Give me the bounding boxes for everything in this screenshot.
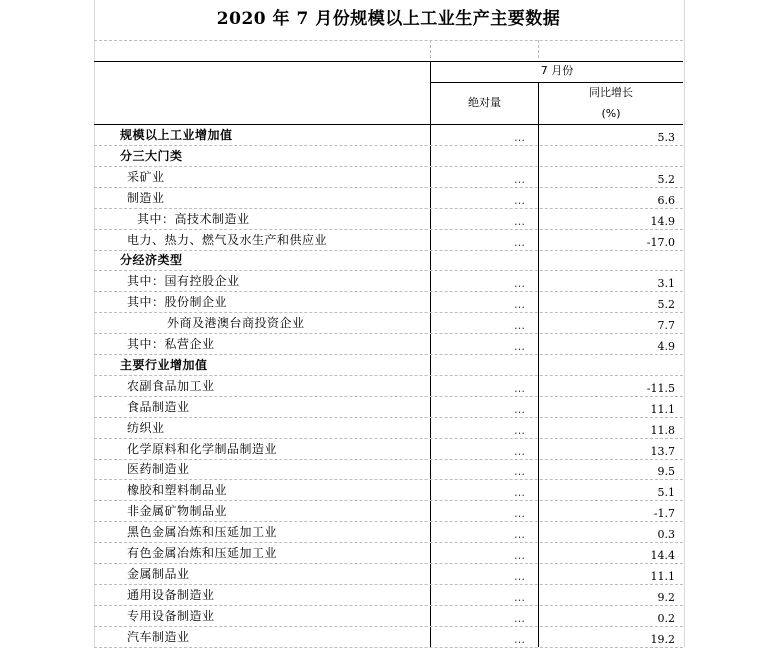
row-growth [538,480,681,501]
table-row [94,522,683,543]
row-label: 汽车制造业 [127,629,190,644]
row-growth-value: 11.8 [650,423,675,437]
row-absolute [431,376,535,397]
header-growth: 同比增长 [589,86,633,99]
table-row [94,439,683,460]
page-title: 2020 年 7 月份规模以上工业生产主要数据 [216,9,561,29]
row-growth-value: 9.2 [657,590,675,604]
row-label: 分经济类型 [120,253,183,268]
row-absolute-value: … [514,402,525,416]
row-growth [538,397,681,418]
table-row [94,292,683,313]
row-growth [538,230,681,251]
row-label: 橡胶和塑料制品业 [127,483,228,498]
row-growth [538,627,681,648]
row-growth-value [675,361,681,374]
row-growth [538,209,681,230]
header-period: 7 月份 [540,64,574,77]
row-label: 食品制造业 [127,399,190,414]
row-absolute-value: … [514,381,525,395]
header-divider [430,82,683,83]
row-growth [538,292,681,313]
row-growth-value: 11.1 [650,402,675,416]
table-row [94,334,683,355]
row-growth-value: 0.2 [657,611,675,625]
table-row [94,627,683,648]
table-row [94,125,683,146]
row-growth [538,564,681,585]
table-row [94,250,683,271]
row-label: 电力、热力、燃气及水生产和供应业 [127,232,328,247]
row-label: 纺织业 [127,420,165,435]
row-growth [538,167,681,188]
row-absolute [431,313,535,334]
row-growth-value: 19.2 [650,632,675,646]
row-absolute [431,522,535,543]
row-growth [538,501,681,522]
row-absolute [431,627,535,648]
table-row [94,355,683,376]
table-row [94,188,683,209]
row-growth-value: 3.1 [657,277,675,291]
row-absolute [431,606,535,627]
row-absolute-value: … [514,444,525,458]
row-absolute-value: … [514,193,525,207]
table-row [94,146,683,167]
table-row [94,501,683,522]
row-label: 专用设备制造业 [127,608,215,623]
row-absolute [431,418,535,439]
row-absolute [431,230,535,251]
table-row [94,459,683,480]
row-label: 黑色金属冶炼和压延加工业 [127,525,278,540]
table-row [94,606,683,627]
row-absolute-value: … [514,486,525,500]
row-label: 其中：私营企业 [127,337,215,351]
row-growth-value [675,256,681,269]
row-absolute [431,459,535,480]
row-absolute-value [525,256,535,269]
table-row [94,480,683,501]
row-absolute [431,292,535,313]
row-absolute [431,397,535,418]
row-absolute [431,188,535,209]
divider [538,40,539,58]
row-growth [538,606,681,627]
row-label: 采矿业 [127,169,165,184]
row-absolute [431,439,535,460]
row-absolute-value: … [514,611,525,625]
row-absolute [431,501,535,522]
row-growth [538,334,681,355]
row-label: 主要行业增加值 [120,357,208,372]
row-absolute-value: … [514,590,525,604]
row-growth-value: 14.9 [650,214,675,228]
table-row [94,313,683,334]
row-growth-value: 9.5 [657,465,675,479]
row-label: 医药制造业 [127,462,190,477]
row-label: 通用设备制造业 [127,587,215,602]
row-absolute [431,355,535,376]
row-growth-value [675,152,681,165]
row-growth [538,459,681,480]
table-row [94,230,683,251]
row-absolute-value: … [514,340,525,353]
row-growth-value: -17.0 [646,235,675,249]
table-row [94,167,683,188]
table-row [94,271,683,292]
row-growth [538,522,681,543]
divider [430,40,431,58]
row-growth-value: 11.1 [650,569,675,583]
row-absolute-value: … [514,131,525,144]
row-growth [538,355,681,376]
row-absolute [431,125,535,146]
row-absolute [431,480,535,501]
row-growth [538,585,681,606]
row-absolute [431,564,535,585]
row-absolute [431,250,535,271]
row-growth-value: 0.3 [657,528,675,542]
row-absolute-value: … [514,528,525,542]
row-label: 非金属矿物制品业 [127,504,228,519]
row-growth [538,250,681,271]
table-row [94,397,683,418]
row-absolute-value: … [514,298,525,312]
row-growth-value: 5.2 [657,298,675,312]
table-row [94,564,683,585]
row-label: 分三大门类 [120,148,183,163]
row-label: 化学原料和化学制品制造业 [127,441,278,456]
row-label: 规模以上工业增加值 [120,128,233,142]
row-growth [538,439,681,460]
row-absolute-value: … [514,319,525,333]
row-growth-value: 14.4 [650,549,675,562]
header-absolute: 绝对量 [468,96,501,109]
row-growth [538,418,681,439]
row-growth-value: 5.2 [657,172,675,186]
row-label: 有色金属冶炼和压延加工业 [127,546,278,560]
row-absolute-value: … [514,214,525,228]
row-absolute-value: … [514,549,525,562]
row-absolute-value [525,361,535,374]
row-absolute [431,543,535,564]
row-absolute-value: … [514,569,525,583]
row-growth [538,313,681,334]
row-growth-value: 5.3 [657,131,675,144]
row-label: 其中：高技术制造业 [137,211,250,226]
row-growth-value: 6.6 [657,193,675,207]
row-growth [538,271,681,292]
row-absolute-value: … [514,632,525,646]
row-absolute-value: … [514,507,525,521]
table-row [94,418,683,439]
row-absolute [431,585,535,606]
row-absolute [431,271,535,292]
table-row [94,209,683,230]
row-label: 制造业 [127,190,165,205]
row-absolute-value: … [514,423,525,437]
row-label: 金属制品业 [127,566,190,581]
table-top-border [94,61,683,62]
row-growth [538,146,681,167]
row-label: 其中：国有控股企业 [127,274,240,289]
row-growth [538,543,681,564]
table-row [94,585,683,606]
row-growth-value: 5.1 [657,486,675,500]
row-label: 农副食品加工业 [127,378,215,393]
row-growth-value: 7.7 [657,319,675,333]
row-label: 其中：股份制企业 [127,295,228,310]
row-growth-value: 13.7 [650,444,675,458]
row-growth [538,376,681,397]
row-absolute [431,167,535,188]
row-growth-value: -1.7 [653,507,675,521]
row-absolute-value [525,152,535,165]
row-absolute-value: … [514,235,525,249]
row-growth [538,188,681,209]
divider [94,40,683,41]
row-absolute [431,209,535,230]
row-growth-value: -11.5 [646,381,675,395]
row-absolute-value: … [514,465,525,479]
row-absolute [431,146,535,167]
table-row [94,543,683,564]
row-growth [538,125,681,146]
row-growth-value: 4.9 [657,340,675,353]
table-row [94,376,683,397]
row-absolute-value: … [514,172,525,186]
row-absolute [431,334,535,355]
row-absolute-value: … [514,277,525,291]
row-label: 外商及港澳台商投资企业 [167,316,305,331]
header-growth-unit: (%) [601,107,621,120]
